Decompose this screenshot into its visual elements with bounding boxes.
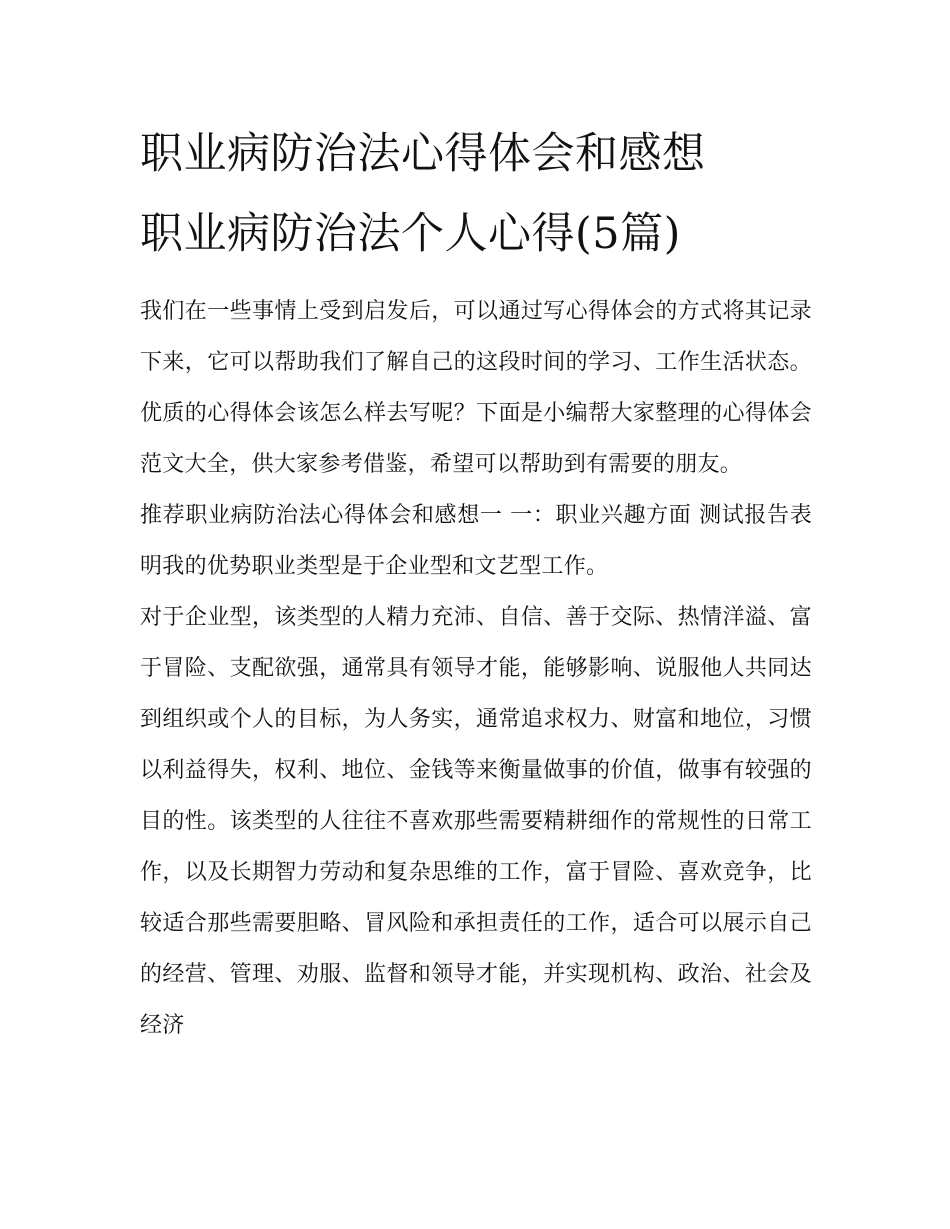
document-title <box>140 114 812 274</box>
recommendation-paragraph: 推荐职业病防治法心得体会和感想一 一：职业兴趣方面 测试报告表明我的优势职业类型是于企业型和文艺型工作。 <box>140 503 812 579</box>
document-body <box>140 286 812 1051</box>
title-line-1: 职业病防治法心得体会和感想 <box>140 129 706 179</box>
enterprise-type-paragraph: 对于企业型，该类型的人精力充沛、自信、善于交际、热情洋溢、富于冒险、支配欲强，通常具有领导才能，能够影响、说服他人共同达到组织或个人的目标，为人务实，通常追求权力、财富和地位，习惯以利益得失，权利、地位、金钱等来衡量做事的价值，做事有较强的目的性。该类型的人往往不喜欢那些需要精耕细作的常规性的日常工作，以及长期智力劳动和复杂思维的工作，富于冒险、喜欢竞争，比较适合那些需要胆略、冒风险和承担责任的工作，适合可以展示自己的经营、管理、劝服、监督和领导才能，并实现机构、政治、社会及经济 <box>140 605 812 1038</box>
title-line-2: 职业病防治法个人心得(5篇) <box>140 209 681 259</box>
document-content <box>140 114 812 1051</box>
intro-paragraph: 我们在一些事情上受到启发后，可以通过写心得体会的方式将其记录下来，它可以帮助我们了解自己的这段时间的学习、工作生活状态。优质的心得体会该怎么样去写呢？下面是小编帮大家整理的心得体会范文大全，供大家参考借鉴，希望可以帮助到有需要的朋友。 <box>140 299 812 477</box>
